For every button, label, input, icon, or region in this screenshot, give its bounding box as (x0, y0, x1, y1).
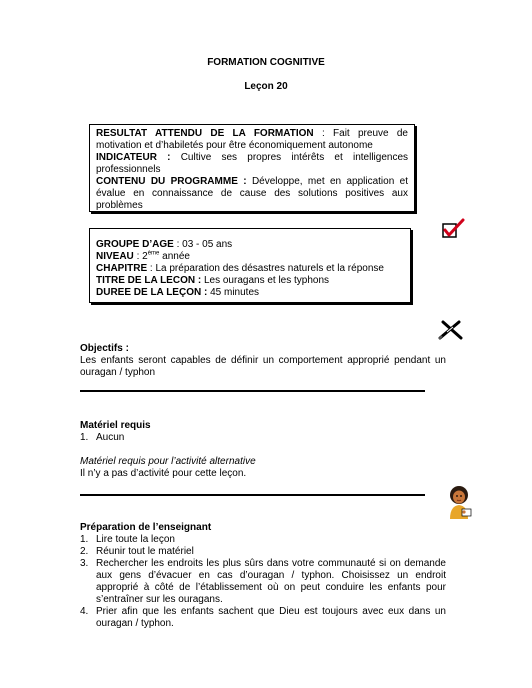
checkbox-check-icon (441, 218, 465, 240)
teacher-icon (444, 485, 474, 521)
pencils-icon (437, 318, 465, 342)
groupe-text: : 03 - 05 ans (173, 239, 233, 250)
preparation-list (80, 534, 446, 630)
chapitre-line (96, 263, 404, 275)
titre-line (96, 275, 404, 287)
preparation-section (80, 522, 446, 630)
preparation-heading: Préparation de l’enseignant (80, 522, 212, 533)
titre-label: TITRE DE LA LECON : (96, 275, 202, 286)
chapitre-text: : La préparation des désastres naturels et la réponse (147, 263, 384, 274)
indicateur-text: Cultive ses propres intérêts et intelligences professionnels (96, 152, 409, 175)
niveau-suffix: année (159, 251, 190, 262)
groupe-label: GROUPE D’AGE (96, 239, 174, 250)
list-item: 1. Lire toute la leçon (80, 534, 175, 545)
materiel-alt-heading: Matériel requis pour l’activité alternative (80, 456, 256, 467)
indicateur-line (96, 152, 408, 176)
niveau-line (96, 251, 404, 263)
contenu-label: CONTENU DU PROGRAMME : (96, 176, 247, 187)
divider-1 (80, 390, 425, 392)
formation-box (89, 124, 415, 212)
materiel-heading: Matériel requis (80, 420, 151, 431)
materiel-section (80, 420, 446, 480)
duree-label: DUREE DE LA LEÇON : (96, 287, 208, 298)
duree-text: 45 minutes (207, 287, 260, 298)
niveau-sup: ème (147, 250, 160, 257)
document-title: FORMATION COGNITIVE (207, 57, 325, 68)
materiel-list (80, 432, 446, 444)
titre-text: Les ouragans et les typhons (201, 275, 330, 286)
resultat-line (96, 128, 408, 152)
materiel-alt-text: Il n’y a pas d’activité pour cette leçon. (80, 468, 247, 479)
groupe-line (96, 239, 404, 251)
niveau-label: NIVEAU (96, 251, 134, 262)
lesson-info-box (89, 228, 411, 303)
list-item: 3. Rechercher les endroits les plus sûrs dans votre communauté si on demande aux gens d’évacuer en cas d’ouragan / typhon. Choisissez un endroit approprié à côté de l’établissement où on peut conduire les enfants pour s’entraîner sur les ouragans. (80, 558, 446, 605)
list-item: 4. Prier afin que les enfants sachent que Dieu est toujours avec eux dans un ouragan / typhon. (80, 606, 446, 629)
indicateur-label: INDICATEUR : (96, 152, 171, 163)
contenu-text: Développe, met en application et évalue en connaissance de cause des solutions positives aux problèmes (96, 176, 408, 211)
objectifs-text: Les enfants seront capables de définir un comportement approprié pendant un ouragan / typhon (80, 355, 446, 378)
duree-line (96, 287, 404, 299)
resultat-label: RESULTAT ATTENDU DE LA FORMATION (96, 128, 314, 139)
list-item: 2. Réunir tout le matériel (80, 546, 194, 557)
contenu-line (96, 176, 408, 212)
chapitre-label: CHAPITRE (96, 263, 148, 274)
divider-2 (80, 494, 425, 496)
lesson-number: Leçon 20 (244, 81, 288, 92)
objectifs-heading: Objectifs : (80, 343, 129, 354)
list-item: 1. Aucun (80, 432, 125, 443)
objectifs-section (80, 343, 446, 379)
resultat-text: : Fait preuve de motivation et d’habiletés pour être économiquement autonome (96, 128, 408, 151)
niveau-text: : 2 (133, 251, 148, 262)
